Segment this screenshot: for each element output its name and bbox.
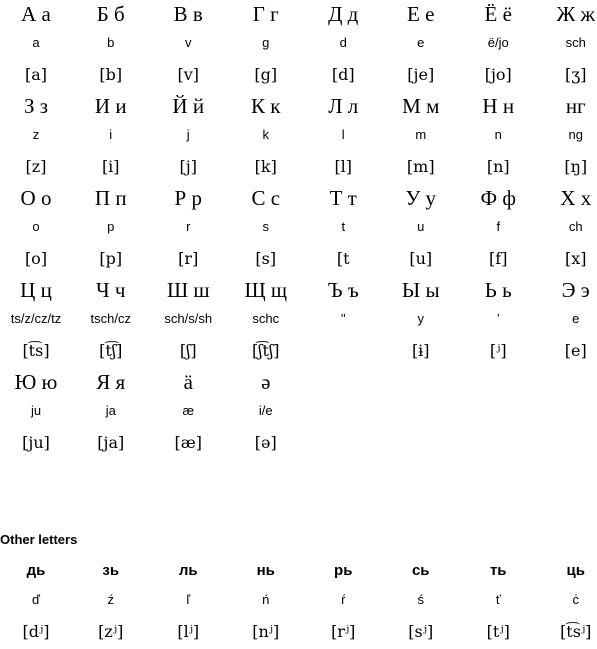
- latin-transliteration: ": [340, 311, 346, 326]
- ipa-value: [tʲ]: [486, 622, 510, 641]
- cyrillic-letter: А а: [21, 2, 51, 26]
- cyrillic-letter: К к: [251, 94, 281, 118]
- latin-transliteration: ’: [496, 311, 500, 326]
- ipa-row: [0, 242, 597, 276]
- latin-transliteration: ľ: [186, 592, 191, 607]
- ipa-value: [ʒ]: [564, 65, 587, 84]
- latin-transliteration: i: [109, 127, 113, 142]
- latin-transliteration: l: [341, 127, 345, 142]
- latin-transliteration: sch/s/sh: [164, 311, 213, 326]
- cyrillic-letter: И и: [94, 94, 127, 118]
- cyrillic-letter: Д д: [328, 2, 359, 26]
- ipa-value: [sʲ]: [408, 622, 434, 641]
- ipa-value: [r]: [178, 249, 199, 268]
- cyrillic-letter: С с: [251, 186, 281, 210]
- cyrillic-letter: Ф ф: [480, 186, 516, 210]
- ipa-value: [ŋ]: [564, 157, 588, 176]
- ipa-value: [s]: [255, 249, 277, 268]
- ipa-row: [0, 334, 597, 368]
- latin-transliteration: u: [417, 219, 425, 234]
- latin-row: [0, 304, 597, 334]
- latin-transliteration: ś: [417, 592, 424, 607]
- latin-transliteration: b: [107, 35, 115, 50]
- ipa-row: [0, 150, 597, 184]
- ipa-value: [nʲ]: [252, 622, 280, 641]
- cyrillic-letter: Х х: [560, 186, 592, 210]
- cyrillic-letter: В в: [173, 2, 203, 26]
- cyrillic-letter: Я я: [96, 370, 126, 394]
- ipa-value: [k]: [254, 157, 277, 176]
- latin-transliteration: f: [496, 219, 501, 234]
- latin-transliteration: ť: [495, 592, 501, 607]
- cyrillic-letter: рь: [334, 562, 353, 579]
- cyrillic-letter: М м: [402, 94, 440, 118]
- ipa-value: [u]: [409, 249, 433, 268]
- ipa-value: [lʲ]: [177, 622, 200, 641]
- latin-transliteration: g: [262, 35, 270, 50]
- ipa-value: [v]: [177, 65, 200, 84]
- ipa-value: [o]: [24, 249, 48, 268]
- latin-transliteration: ź: [107, 592, 114, 607]
- cyrillic-letter: сь: [411, 562, 430, 579]
- ipa-value: [dʲ]: [22, 622, 50, 641]
- other-letters-table: [0, 557, 597, 649]
- latin-transliteration: s: [262, 219, 269, 234]
- ipa-value: [ə]: [254, 433, 277, 452]
- ipa-value: [d]: [331, 65, 355, 84]
- cyrillic-letter: Ё ё: [484, 2, 512, 26]
- cyrillic-letter: П п: [94, 186, 127, 210]
- latin-transliteration: t: [341, 219, 346, 234]
- ipa-row: [0, 426, 597, 460]
- ipa-value: [305, 334, 383, 368]
- cyrillic-row: [0, 184, 597, 212]
- latin-transliteration: sch: [565, 35, 586, 50]
- ipa-value: [æ]: [174, 433, 203, 452]
- latin-row: [0, 28, 597, 58]
- latin-transliteration: o: [32, 219, 40, 234]
- ipa-value: [n]: [486, 157, 510, 176]
- cyrillic-row: [0, 276, 597, 304]
- cyrillic-letter: нь: [256, 562, 275, 579]
- cyrillic-letter: ль: [178, 562, 198, 579]
- cyrillic-row: [0, 92, 597, 120]
- cyrillic-letter: дь: [26, 562, 46, 579]
- cyrillic-letter: Е е: [407, 2, 435, 26]
- latin-transliteration: a: [32, 35, 40, 50]
- cyrillic-letter: ть: [489, 562, 507, 579]
- cyrillic-letter: Б б: [96, 2, 125, 26]
- latin-transliteration: y: [417, 311, 424, 326]
- latin-transliteration: tsch/cz: [90, 311, 131, 326]
- ipa-value: [ja]: [97, 433, 125, 452]
- cyrillic-letter: Щ щ: [244, 278, 288, 302]
- ipa-value: [ɨ]: [411, 341, 430, 360]
- cyrillic-letter: Ю ю: [14, 370, 58, 394]
- ipa-value: [t͡ʃ]: [99, 341, 123, 360]
- cyrillic-letter: ä: [183, 370, 193, 394]
- cyrillic-letter: Л л: [328, 94, 359, 118]
- ipa-value: [ʃ]: [179, 341, 197, 360]
- ipa-value: [ʲ]: [489, 341, 507, 360]
- cyrillic-letter: О о: [20, 186, 52, 210]
- latin-row: [0, 396, 597, 426]
- latin-transliteration: ju: [30, 403, 42, 418]
- latin-transliteration: z: [32, 127, 40, 142]
- cyrillic-letter: Й й: [172, 94, 205, 118]
- ipa-value: [jo]: [484, 65, 512, 84]
- latin-transliteration: r: [186, 219, 191, 234]
- latin-transliteration: d: [339, 35, 347, 50]
- cyrillic-letter: З з: [23, 94, 49, 118]
- ipa-value: [t͡s]: [22, 341, 50, 360]
- ipa-value: [j]: [179, 157, 197, 176]
- latin-transliteration: ja: [105, 403, 116, 418]
- latin-row: [0, 120, 597, 150]
- ipa-value: [e]: [564, 341, 587, 360]
- ipa-value: [x]: [564, 249, 587, 268]
- latin-transliteration: v: [185, 35, 192, 50]
- latin-transliteration: ċ: [572, 592, 579, 607]
- ipa-value: [t: [336, 249, 350, 268]
- cyrillic-letter: У у: [405, 186, 437, 210]
- ipa-value: [i]: [101, 157, 120, 176]
- ipa-value: [b]: [99, 65, 123, 84]
- latin-transliteration: ď: [32, 592, 40, 607]
- latin-transliteration: ŕ: [341, 592, 346, 607]
- cyrillic-letter: Р р: [174, 186, 202, 210]
- latin-transliteration: m: [415, 127, 427, 142]
- latin-transliteration: æ: [182, 403, 195, 418]
- ipa-value: [m]: [406, 157, 435, 176]
- cyrillic-letter: зь: [102, 562, 120, 579]
- cyrillic-letter: Э э: [561, 278, 590, 302]
- ipa-row: [0, 58, 597, 92]
- cyrillic-letter: нг: [565, 94, 586, 118]
- latin-transliteration: schc: [252, 311, 280, 326]
- cyrillic-letter: Ж ж: [556, 2, 596, 26]
- latin-transliteration: i/e: [258, 403, 273, 418]
- cyrillic-letter: ць: [566, 562, 585, 579]
- ipa-value: [f]: [489, 249, 508, 268]
- ipa-value: [je]: [407, 65, 435, 84]
- ipa-value: [l]: [334, 157, 353, 176]
- ipa-value: [a]: [24, 65, 48, 84]
- ipa-value: [z]: [25, 157, 47, 176]
- ipa-value: [zʲ]: [98, 622, 124, 641]
- cyrillic-letter: Г г: [252, 2, 279, 26]
- ipa-value: [rʲ]: [331, 622, 356, 641]
- cyrillic-letter: ə: [261, 370, 271, 394]
- cyrillic-letter: Ь ь: [484, 278, 512, 302]
- cyrillic-letter: Т т: [329, 186, 357, 210]
- cyrillic-letter: Ш ш: [166, 278, 210, 302]
- cyrillic-letter: Н н: [482, 94, 515, 118]
- latin-transliteration: ch: [568, 219, 583, 234]
- ipa-value: [ʃ͡tʃ]: [251, 341, 280, 360]
- cyrillic-letter: Ъ ъ: [327, 278, 359, 302]
- ipa-value: [p]: [99, 249, 123, 268]
- latin-transliteration: ë/jo: [487, 35, 509, 50]
- latin-transliteration: e: [417, 35, 425, 50]
- ipa-value: [g]: [254, 65, 278, 84]
- other-letters-heading: Other letters: [0, 532, 78, 547]
- latin-transliteration: k: [262, 127, 269, 142]
- ipa-value: [t͡sʲ]: [560, 622, 592, 641]
- latin-transliteration: e: [572, 311, 580, 326]
- latin-row: [0, 212, 597, 242]
- cyrillic-row: [0, 368, 597, 396]
- latin-transliteration: ng: [568, 127, 583, 142]
- cyrillic-row: [0, 557, 597, 585]
- latin-transliteration: ts/z/cz/tz: [10, 311, 62, 326]
- ipa-value: [ju]: [22, 433, 50, 452]
- cyrillic-row: [0, 0, 597, 28]
- latin-transliteration: ń: [262, 592, 270, 607]
- cyrillic-letter: Ц ц: [20, 278, 52, 302]
- latin-transliteration: n: [494, 127, 502, 142]
- latin-transliteration: j: [186, 127, 190, 142]
- cyrillic-letter: Ч ч: [96, 278, 126, 302]
- cyrillic-letter: Ы ы: [401, 278, 440, 302]
- latin-transliteration: p: [107, 219, 115, 234]
- latin-row: [0, 585, 597, 615]
